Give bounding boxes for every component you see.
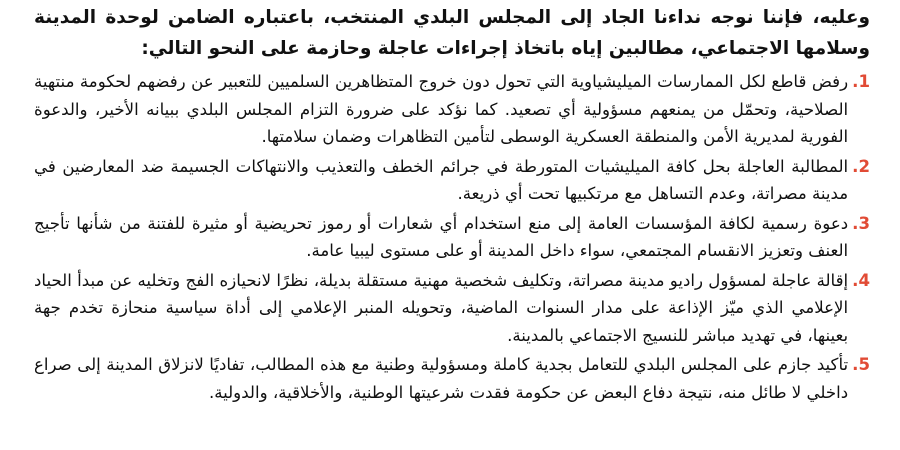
list-item [34, 153, 870, 208]
item-number: 5. [852, 355, 870, 374]
item-text: دعوة رسمية لكافة المؤسسات العامة إلى منع استخدام أي شعارات أو رموز تحريضية أو مثيرة للفتنة من شأنها تأجيج العنف وتعزيز الانقسام المجتمعي، سواء داخل المدينة أو على مستوى ليبيا عامة. [34, 213, 849, 260]
item-number: 2. [852, 156, 870, 176]
item-text: المطالبة العاجلة بحل كافة الميليشيات المتورطة في جرائم الخطف والتعذيب والانتهاكات الجسيمة ضد المعارضين في مدينة مصراتة، وعدم التساهل مع مرتكبيها تحت أي ذريعة. [34, 156, 849, 203]
list-item [34, 351, 870, 406]
item-text: رفض قاطع لكل الممارسات الميليشياوية التي تحول دون خروج المتظاهرين السلميين للتعبير عن رفضهم لحكومة منتهية الصلاحية، وتحمّل من يمنعهم مسؤولية أي تصعيد. كما نؤكد على ضرورة التزام المجلس البلدي ببيانه الأخير، والدعوة الفورية لمديرية الأمن والمنطقة العسكرية الوسطى لتأمين التظاهرات وضمان سلامتها. [34, 72, 849, 146]
intro-paragraph: وعليه، فإننا نوجه نداءنا الجاد إلى المجلس البلدي المنتخب، باعتباره الضامن لوحدة المدينة وسلامها الاجتماعي، مطالبين إياه باتخاذ إجراءات عاجلة وحازمة على النحو التالي: [34, 7, 870, 59]
item-number: 3. [852, 213, 870, 233]
list-item [34, 68, 870, 151]
list-item [34, 267, 870, 350]
item-text: تأكيد جازم على المجلس البلدي للتعامل بجدية كاملة ومسؤولية وطنية مع هذه المطالب، تفاديًا لانزلاق المدينة إلى صراع داخلي لا طائل منه، نتيجة دفاع البعض عن حكومة فقدت شرعيتها الوطنية، والأخلاقية، والدولية. [34, 355, 849, 402]
list-item [34, 210, 870, 265]
item-number: 4. [852, 270, 870, 290]
item-text: إقالة عاجلة لمسؤول راديو مدينة مصراتة، وتكليف شخصية مهنية مستقلة بديلة، نظرًا لانحيازه الفج وتخليه عن مبدأ الحياد الإعلامي الذي ميّز الإذاعة على مدار السنوات الماضية، وتحويله المنبر الإعلامي إلى أداة سياسية منحازة تخدم جهة بعينها، في تهديد مباشر للنسيج الاجتماعي بالمدينة. [34, 270, 849, 345]
item-number: 1. [852, 72, 870, 91]
demands-list [34, 68, 870, 406]
